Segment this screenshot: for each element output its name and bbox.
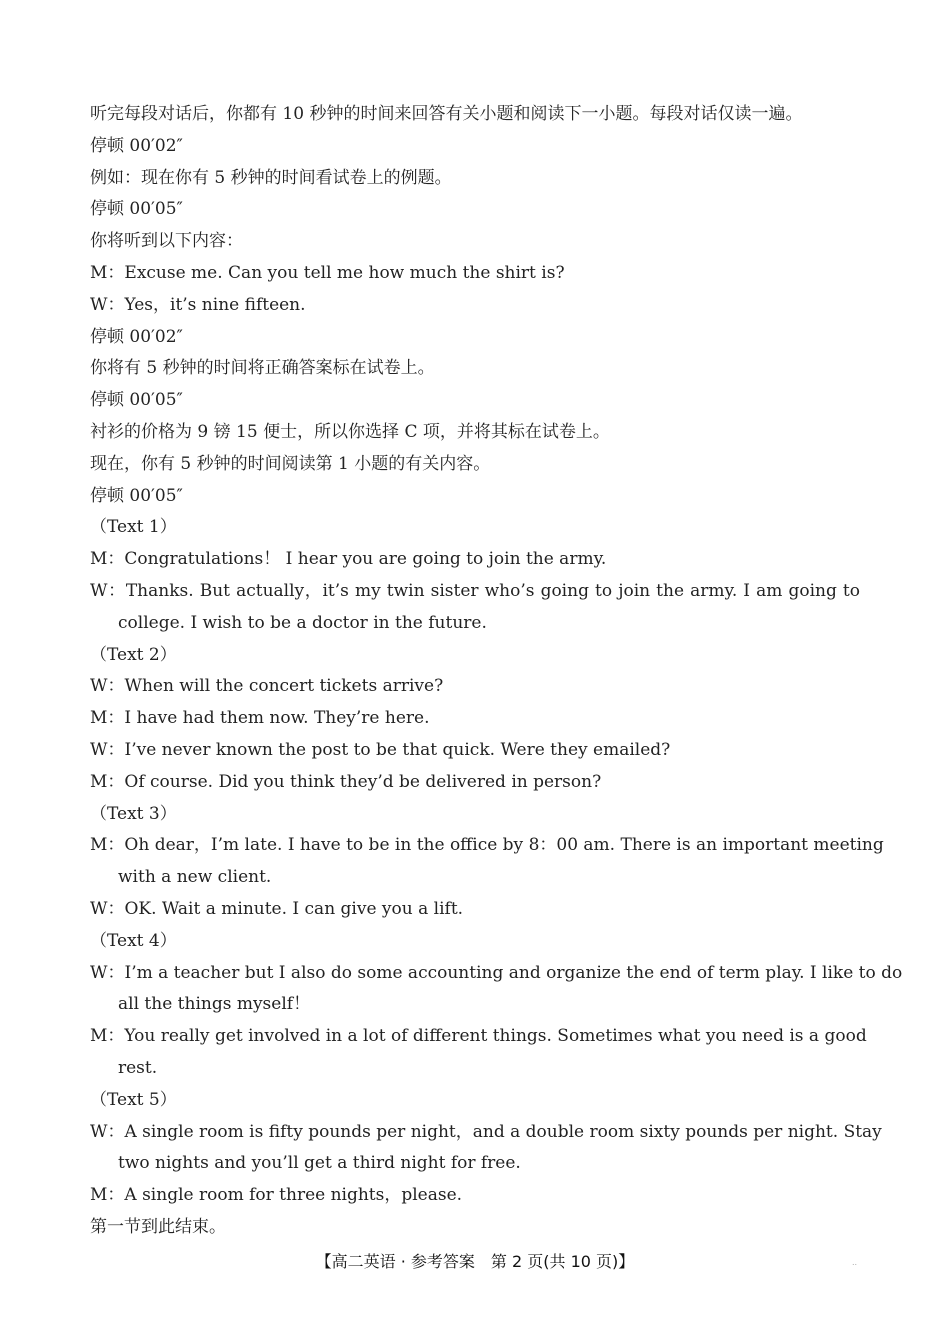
text-line: 停顿 00′05″	[90, 390, 183, 411]
text-line: W：Thanks. But actually，it’s my twin sister who’s going to join the army. I am going to	[90, 580, 860, 601]
text-line: 停顿 00′02″	[90, 135, 183, 156]
text-line: （Text 2）	[90, 644, 177, 665]
text-line: W：I’m a teacher but I also do some accounting and organize the end of term play. I like to do	[90, 962, 903, 983]
text-line: 第一节到此结束。	[90, 1216, 226, 1237]
text-line-continuation: with a new client.	[118, 867, 272, 888]
text-line: M：Oh dear，I’m late. I have to be in the office by 8：00 am. There is an important meeting	[90, 835, 884, 856]
text-line: 你将听到以下内容：	[90, 231, 243, 252]
text-line: M：Excuse me. Can you tell me how much the shirt is?	[90, 262, 565, 283]
text-line: W：I’ve never known the post to be that quick. Were they emailed?	[90, 739, 671, 760]
corner-mark: ..	[852, 1258, 858, 1267]
text-line: 衬衫的价格为 9 镑 15 便士，所以你选择 C 项，并将其标在试卷上。	[90, 421, 610, 442]
text-line: （Text 3）	[90, 803, 177, 824]
text-line: M：I have had them now. They’re here.	[90, 708, 430, 729]
page-footer: 【高二英语 · 参考答案 第 2 页(共 10 页)】	[315, 1252, 635, 1271]
text-line: M：You really get involved in a lot of different things. Sometimes what you need is a good	[90, 1026, 867, 1047]
text-line: 停顿 00′05″	[90, 485, 183, 506]
text-line: W：When will the concert tickets arrive?	[90, 676, 444, 697]
transcript-body	[90, 99, 903, 1244]
text-line: （Text 5）	[90, 1089, 177, 1110]
text-line: M：Of course. Did you think they’d be delivered in person?	[90, 771, 602, 792]
text-line: （Text 4）	[90, 930, 177, 951]
text-line: （Text 1）	[90, 517, 177, 538]
text-line: W：A single room is fifty pounds per night，and a double room sixty pounds per night. Stay	[90, 1121, 882, 1142]
text-line-continuation: rest.	[118, 1057, 158, 1078]
text-line-continuation: two nights and you’ll get a third night for free.	[118, 1153, 521, 1174]
text-line: 停顿 00′02″	[90, 326, 183, 347]
text-line: W：Yes，it’s nine fifteen.	[90, 294, 306, 315]
text-line: 现在，你有 5 秒钟的时间阅读第 1 小题的有关内容。	[90, 453, 491, 474]
text-line: M：Congratulations！ I hear you are going to join the army.	[90, 549, 607, 570]
text-line: 例如：现在你有 5 秒钟的时间看试卷上的例题。	[90, 167, 452, 188]
text-line: 停顿 00′05″	[90, 199, 183, 220]
text-line: 听完每段对话后，你都有 10 秒钟的时间来回答有关小题和阅读下一小题。每段对话仅读一遍。	[90, 104, 803, 124]
text-line: W：OK. Wait a minute. I can give you a lift.	[90, 898, 464, 919]
text-line: 你将有 5 秒钟的时间将正确答案标在试卷上。	[90, 358, 435, 379]
text-line-continuation: all the things myself！	[118, 994, 311, 1015]
text-line: M：A single room for three nights，please.	[90, 1185, 463, 1206]
text-line-continuation: college. I wish to be a doctor in the future.	[118, 612, 487, 633]
